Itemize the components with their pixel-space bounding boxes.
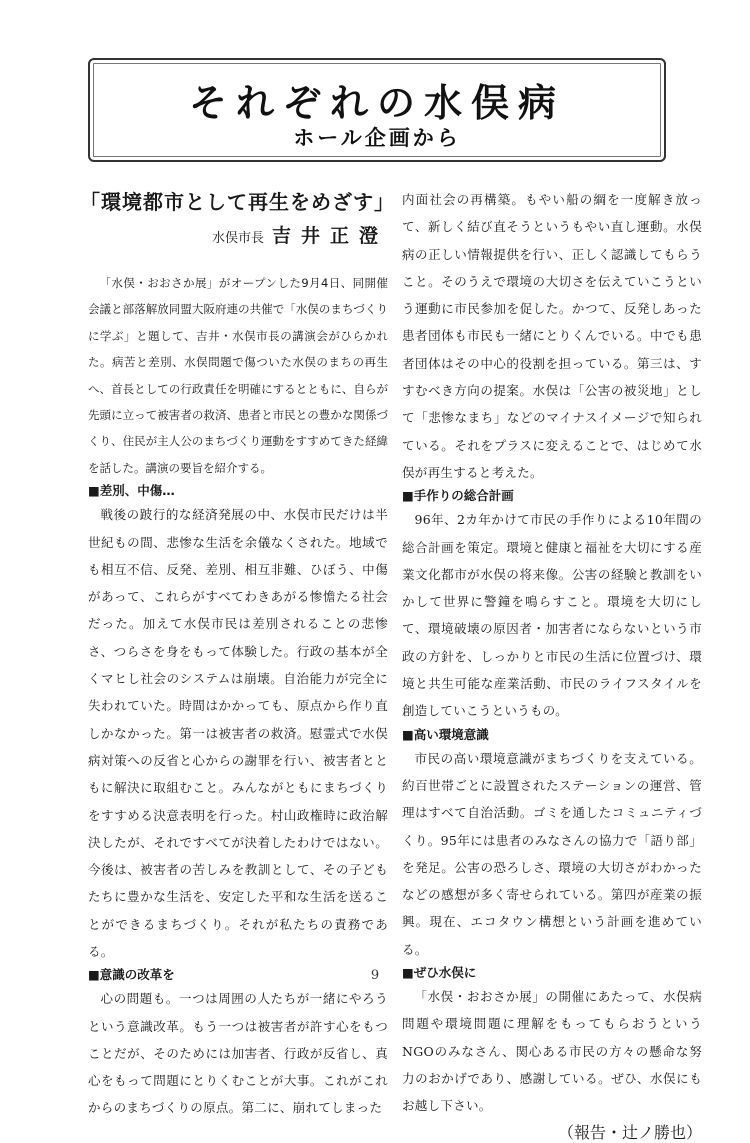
author-role: 水俣市長 (211, 231, 264, 246)
article-title: 「環境都市として再生をめざす」 (80, 190, 395, 214)
section-text-awareness: 市民の高い環境意識がまちづくりを支えている。約百世帯ごとに設置されたステーションの運営、管理はすべて自治活動。ゴミを通したコミュニティづくり。95年には患者のみなさんの協力で「語り部」を発足。公害の恐ろしさ、環境の大切さがわかったなどの感想が多く寄せられている。第四が産業の振興。現在、エコタウン構想という計画を進めている。 (402, 750, 702, 957)
report-credit: （報告・辻ノ勝也） (557, 1122, 702, 1142)
byline (88, 221, 388, 248)
section-heading-consciousness: ■意識の改革を (88, 967, 175, 983)
page-number: 9 (370, 968, 380, 983)
section-text-consciousness: 心の問題も。一つは周囲の人たちが一緒にやろうという意識改革。もう一つは被害者が許す心をもつことだが、そのためには加害者、行政が反省し、真心をもって問題にとりくむことが大事。これがこれからのまちづくりの原点。第二に、崩れてしまった (88, 991, 388, 1116)
title-frame (88, 58, 666, 162)
page-title: それぞれの水俣病 (188, 81, 565, 125)
section-text-plan: 96年、2カ年かけて市民の手作りによる10年間の総合計画を策定。環境と健康と福祉を大切にする産業文化都市が水俣の将来像。公害の経験と教訓をいかして世界に警鐘を鳴らすこと。環境を大切にして、環境破壊の原因者・加害者にならないという市政の方針を、しっかりと市民の生活に位置づけ、環境と共生可能な産業活動、市民のライフスタイルを創造していこうというもの。 (402, 512, 702, 719)
page-subtitle: ホール企画から (293, 126, 461, 150)
author-name: 吉井正澄 (271, 225, 388, 247)
section-heading-awareness: ■高い環境意識 (402, 726, 489, 742)
section-heading-visit: ■ぜひ水俣に (402, 965, 477, 981)
right-column (402, 186, 702, 1143)
section-text-consciousness-continued: 内面社会の再構築。もやい船の綱を一度解き放って、新しく結び直そうというもやい直し運動。水俣病の正しい情報提供を行い、正しく認識してもらうこと。そのうえで環境の大切さを伝えていこうという運動に市民参加を促した。かつて、反発しあった患者団体も市民も一緒にとりくんでいる。中でも患者団体はその中心的役割を担っている。第三は、すすむべき方向の提案。水俣は「公害の被災地」として「悲惨なまち」などのマイナスイメージで知られている。それをプラスに変えることで、はじめて水俣が再生すると考えた。 (402, 192, 702, 480)
section-text-discrimination: 戦後の跛行的な経済発展の中、水俣市民だけは半世紀もの間、悲惨な生活を余儀なくされた。地域でも相互不信、反発、差別、相互非難、ひぼう、中傷があって、これらがすべてわきあがる惨憺たる社会だった。加えて水俣市民は差別されることの悲惨さ、つらさを身をもって体験した。行政の基本が全くマヒし社会のシステムは崩壊。自治能力が完全に失われていた。時間はかかっても、原点から作り直しかなかった。第一は被害者の救済。慰霊式で水俣病対策への反省と心からの謝罪を行い、被害者とともに解決に取組むこと。みんながともにまちづくりをすすめる決意表明を行った。村山政権時に政治解決したが、それですべてが決着したわけではない。今後は、被害者の苦しみを教訓として、その子どもたちに豊かな生活を、安定した平和な生活を送ることができるまちづくり。それが私たちの責務である。 (88, 507, 388, 959)
section-heading-plan: ■手作りの総合計画 (402, 488, 514, 504)
section-text-visit: 「水俣・おおさか展」の開催にあたって、水俣病問題や環境問題に理解をもってもらおうというNGOのみなさん、関心ある市民の方々の懸命な努力のおかげであり、感謝している。ぜひ、水俣にもお越し下さい。 (402, 989, 702, 1114)
section-heading-discrimination: ■差別、中傷… (88, 483, 175, 499)
lead-paragraph: 「水俣・おおさか展」がオープンした9月4日、同開催会議と部落解放同盟大阪府連の共催で「水俣のまちづくりに学ぶ」と題して、吉井・水俣市長の講演会がひらかれた。病苦と差別、水俣問題で傷ついた水俣のまちの再生へ、首長としての行政責任を明確にするとともに、自らが先頭に立って被害者の救済、患者と市民との豊かな関係づくり、住民が主人公のまちづくり運動をすすめてきた経緯を話した。講演の要旨を紹介する。 (88, 276, 388, 475)
